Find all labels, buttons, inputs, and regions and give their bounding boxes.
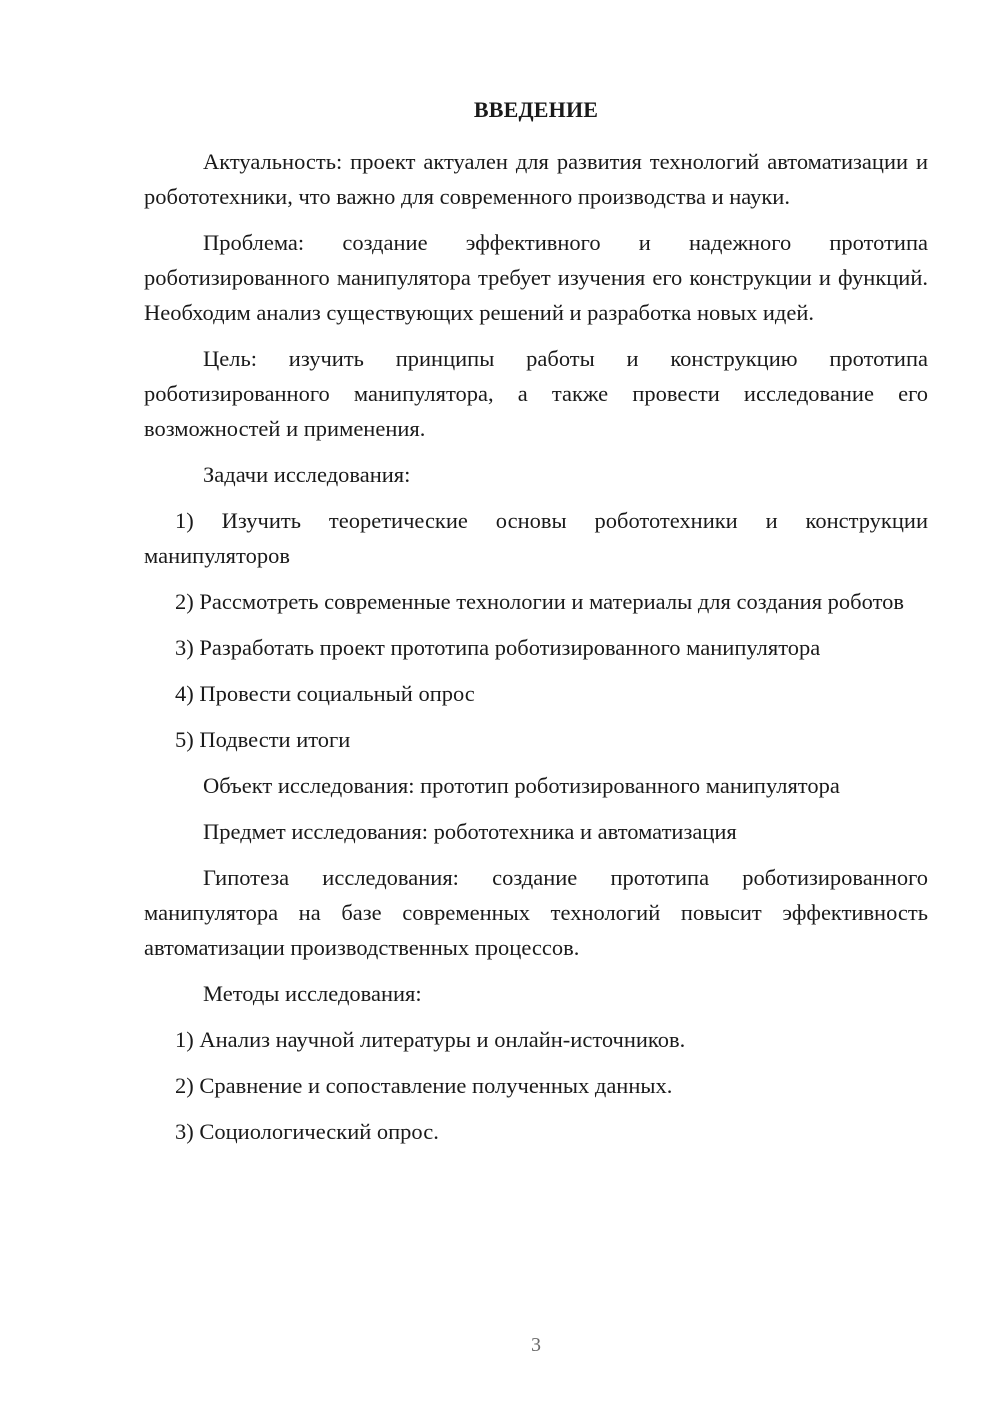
page-number: 3 [531,1334,541,1356]
research-object: Объект исследования: прототип роботизированного манипулятора [203,773,840,798]
task-item: 1) Изучить теоретические основы робототехники и конструкции манипуляторов [144,508,928,568]
problem-paragraph: Проблема: создание эффективного и надежного прототипа роботизированного манипулятора требует изучения его конструкции и функций. Необходим анализ существующих решений и разработка новых идей. [144,230,928,325]
task-item: 5) Подвести итоги [175,727,351,752]
tasks-heading: Задачи исследования: [203,462,411,487]
task-item: 2) Рассмотреть современные технологии и материалы для создания роботов [175,589,904,614]
relevance-paragraph: Актуальность: проект актуален для развития технологий автоматизации и робототехники, что важно для современного производства и науки. [144,149,928,209]
document-page [144,92,928,1160]
section-title: ВВЕДЕНИЕ [473,97,599,122]
goal-paragraph: Цель: изучить принципы работы и конструкцию прототипа роботизированного манипулятора, а также провести исследование его возможностей и применения. [144,346,928,441]
research-subject: Предмет исследования: робототехника и автоматизация [203,819,737,844]
hypothesis-paragraph: Гипотеза исследования: создание прототипа роботизированного манипулятора на базе современных технологий повысит эффективность автоматизации производственных процессов. [144,865,928,960]
method-item: 2) Сравнение и сопоставление полученных данных. [175,1073,673,1098]
task-item: 3) Разработать проект прототипа роботизированного манипулятора [175,635,821,660]
task-item: 4) Провести социальный опрос [175,681,475,706]
method-item: 1) Анализ научной литературы и онлайн-источников. [175,1027,686,1052]
methods-heading: Методы исследования: [203,981,422,1006]
method-item: 3) Социологический опрос. [175,1119,439,1144]
